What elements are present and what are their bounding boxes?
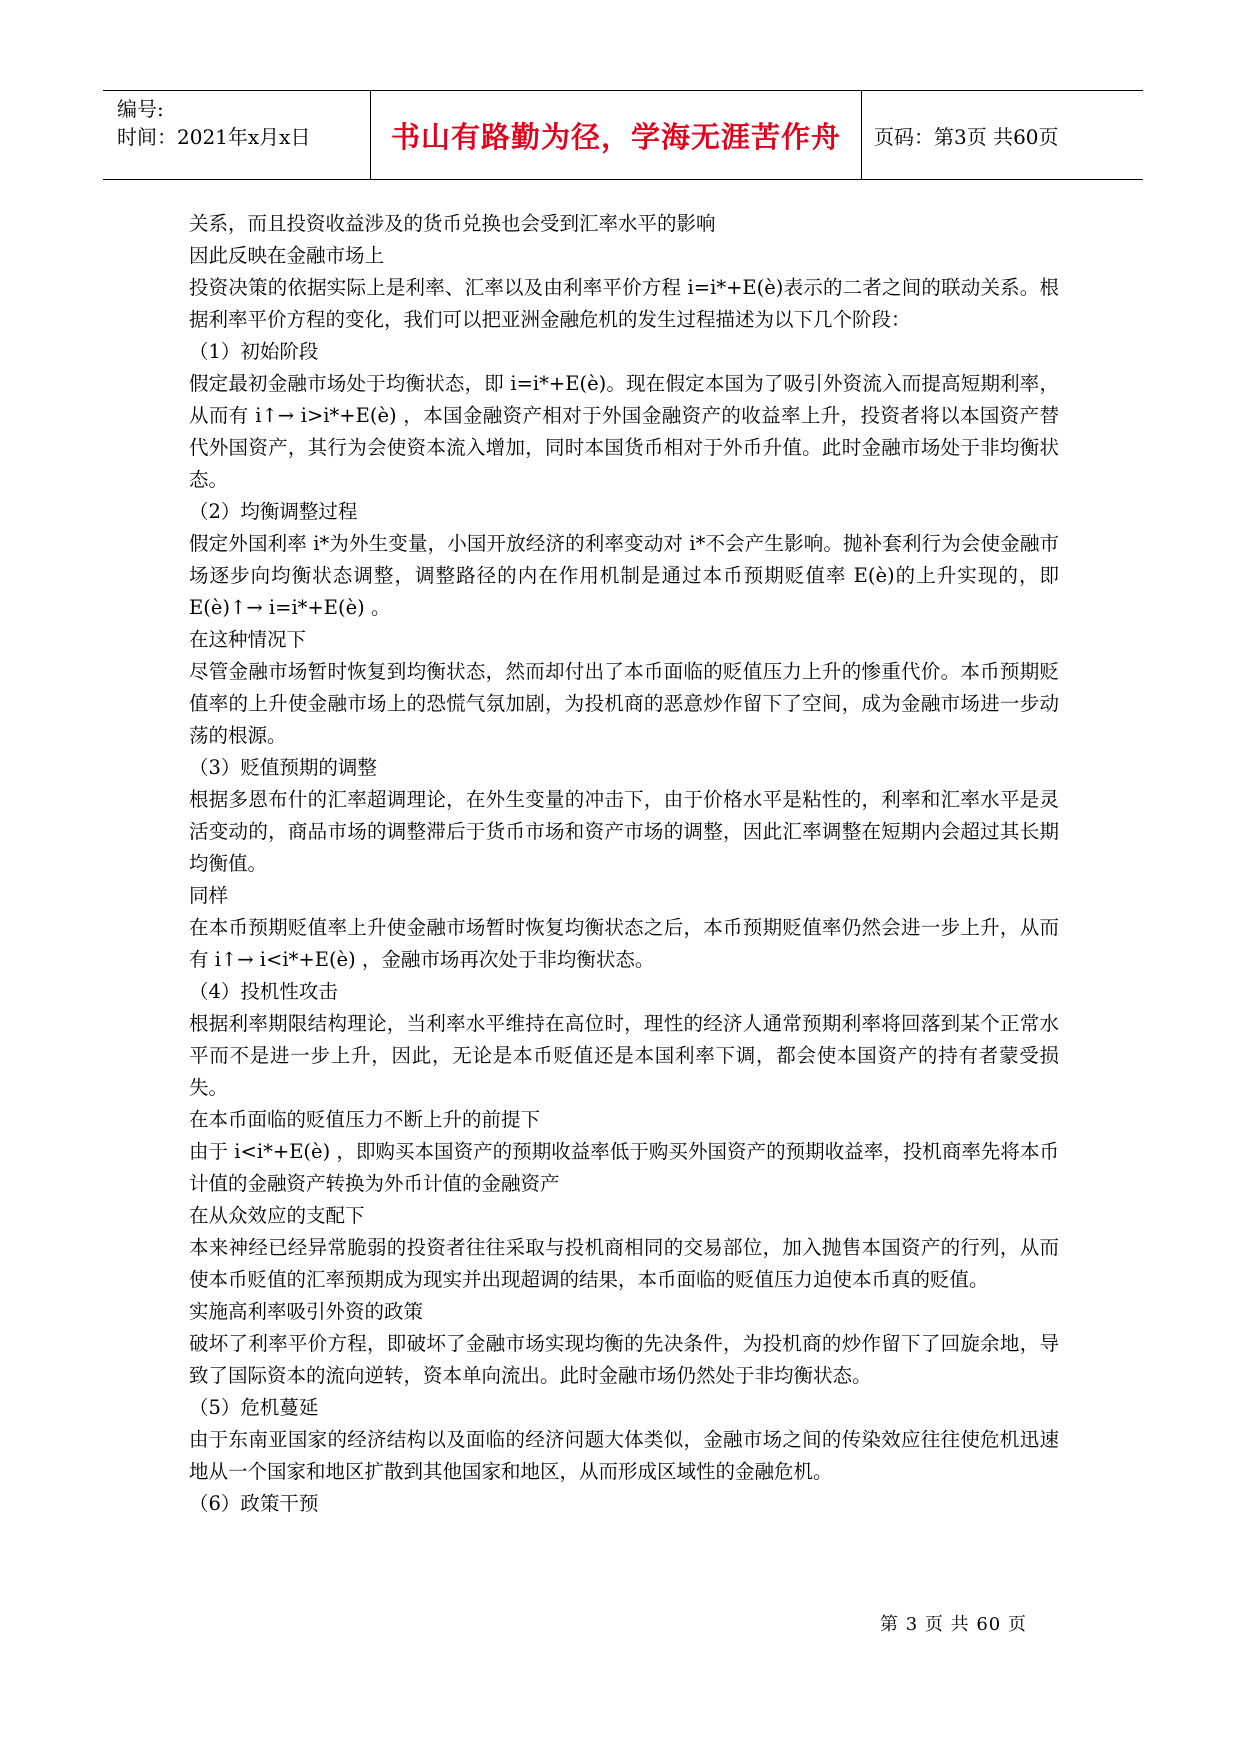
paragraph: 根据利率期限结构理论，当利率水平维持在高位时，理性的经济人通常预期利率将回落到某个正常水平而不是进一步上升，因此，无论是本币贬值还是本国利率下调，都会使本国资产的持有者蒙受损失。: [189, 1012, 1059, 1099]
time-label: 时间：2021年x月x日: [117, 125, 311, 149]
header-page-label: 页码：第3页 共60页: [874, 124, 1059, 149]
section-heading: （4）投机性攻击: [189, 980, 338, 1003]
serial-label: 编号:: [117, 97, 164, 121]
paragraph: 破坏了利率平价方程，即破坏了金融市场实现均衡的先决条件，为投机商的炒作留下了回旋余地，导致了国际资本的流向逆转，资本单向流出。此时金融市场仍然处于非均衡状态。: [189, 1332, 1059, 1387]
paragraph: 在本币面临的贬值压力不断上升的前提下: [189, 1108, 541, 1131]
paragraph: 关系，而且投资收益涉及的货币兑换也会受到汇率水平的影响: [189, 212, 716, 235]
page-footer: 第 3 页 共 60 页: [880, 1614, 1027, 1635]
paragraph: 在本币预期贬值率上升使金融市场暂时恢复均衡状态之后，本币预期贬值率仍然会进一步上升，从而有 i↑→ i<i*+E(è) ，金融市场再次处于非均衡状态。: [189, 916, 1059, 971]
paragraph: 同样: [189, 884, 229, 907]
paragraph: 尽管金融市场暂时恢复到均衡状态，然而却付出了本币面临的贬值压力上升的惨重代价。本币预期贬值率的上升使金融市场上的恐慌气氛加剧，为投机商的恶意炒作留下了空间，成为金融市场进一步动荡的根源。: [189, 660, 1059, 747]
paragraph: 由于东南亚国家的经济结构以及面临的经济问题大体类似，金融市场之间的传染效应往往使危机迅速地从一个国家和地区扩散到其他国家和地区，从而形成区域性的金融危机。: [189, 1428, 1059, 1483]
section-heading: （2）均衡调整过程: [189, 500, 358, 523]
section-heading: （1）初始阶段: [189, 340, 319, 363]
paragraph: 假定最初金融市场处于均衡状态，即 i=i*+E(è)。现在假定本国为了吸引外资流入而提高短期利率，从而有 i↑→ i>i*+E(è) ，本国金融资产相对于外国金融资产的收益率上升，投资者将以本国资产替代外国资产，其行为会使资本流入增加，同时本国货币相对于外币升值。此时金融市场处于非均衡状态。: [189, 372, 1059, 491]
paragraph: 在从众效应的支配下: [189, 1204, 365, 1227]
paragraph: 由于 i<i*+E(è) ，即购买本国资产的预期收益率低于购买外国资产的预期收益率，投机商率先将本币计值的金融资产转换为外币计值的金融资产: [189, 1140, 1059, 1195]
section-heading: （5）危机蔓延: [189, 1396, 319, 1419]
page-header: [103, 90, 1143, 180]
paragraph: 本来神经已经异常脆弱的投资者往往采取与投机商相同的交易部位，加入抛售本国资产的行列，从而使本币贬值的汇率预期成为现实并出现超调的结果，本币面临的贬值压力迫使本币真的贬值。: [189, 1236, 1059, 1291]
header-motto: 书山有路勤为径，学海无涯苦作舟: [390, 119, 841, 154]
section-heading: （3）贬值预期的调整: [189, 756, 377, 779]
paragraph: 在这种情况下: [189, 628, 307, 651]
paragraph: 实施高利率吸引外资的政策: [189, 1300, 424, 1323]
header-meta: [117, 95, 357, 151]
paragraph: 根据多恩布什的汇率超调理论，在外生变量的冲击下，由于价格水平是粘性的，利率和汇率水平是灵活变动的，商品市场的调整滞后于货币市场和资产市场的调整，因此汇率调整在短期内会超过其长期均衡值。: [189, 788, 1059, 875]
paragraph: 因此反映在金融市场上: [189, 244, 385, 267]
document-body: [189, 208, 1099, 1520]
paragraph: 假定外国利率 i*为外生变量，小国开放经济的利率变动对 i*不会产生影响。抛补套利行为会使金融市场逐步向均衡状态调整，调整路径的内在作用机制是通过本币预期贬值率 E(è)的上升实现的，即 E(è)↑→ i=i*+E(è) 。: [189, 532, 1099, 619]
paragraph: 投资决策的依据实际上是利率、汇率以及由利率平价方程 i=i*+E(è)表示的二者之间的联动关系。根据利率平价方程的变化，我们可以把亚洲金融危机的发生过程描述为以下几个阶段：: [189, 276, 1059, 331]
section-heading: （6）政策干预: [189, 1492, 319, 1515]
